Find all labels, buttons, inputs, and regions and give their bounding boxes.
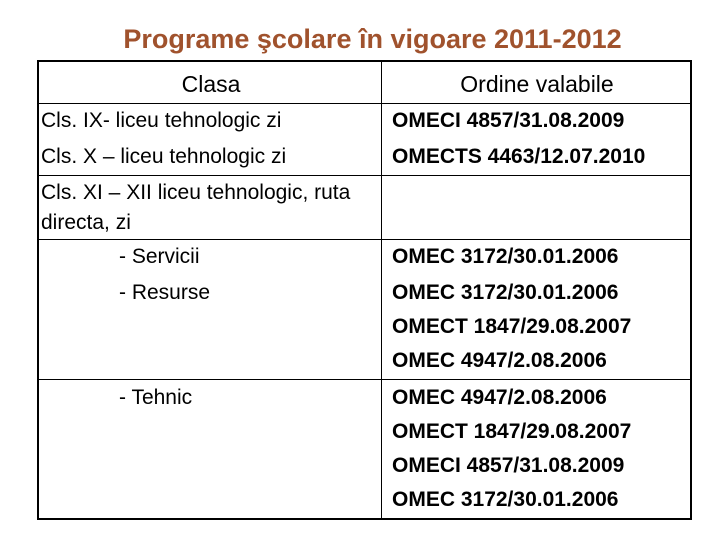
table-row (38, 379, 691, 519)
table-header-row (38, 61, 691, 103)
ordine-item: OMEC 4947/2.08.2006 (392, 385, 607, 409)
row-ordine-list (382, 379, 692, 519)
table-row (38, 103, 691, 139)
row-ordine-empty (382, 175, 692, 239)
row-clasa: Cls. X – liceu tehnologic zi (38, 139, 382, 175)
ordine-item: OMEC 4947/2.08.2006 (392, 348, 607, 372)
table-row (38, 175, 691, 239)
row-clasa: - Resurse (38, 275, 382, 379)
row-ordine: OMEC 3172/30.01.2006 (382, 239, 692, 275)
ordine-item: OMEC 3172/30.01.2006 (392, 280, 619, 304)
ordine-item: OMECT 1847/29.08.2007 (392, 419, 632, 443)
table-row (38, 139, 691, 175)
ordine-item: OMECI 4857/31.08.2009 (392, 453, 625, 477)
row-clasa: - Tehnic (38, 379, 382, 519)
row-ordine: OMECTS 4463/12.07.2010 (392, 144, 646, 168)
row-clasa: Cls. IX- liceu tehnologic zi (38, 103, 382, 139)
programs-table (37, 60, 692, 520)
row-clasa: Cls. XI – XII liceu tehnologic, ruta directa, zi (38, 175, 382, 239)
table-row (38, 239, 691, 275)
table-row (38, 275, 691, 379)
ordine-item: OMEC 3172/30.01.2006 (392, 487, 619, 511)
header-clasa: Clasa (38, 61, 382, 103)
page-title: Programe şcolare în vigoare 2011-2012 (123, 24, 622, 54)
row-ordine: OMECI 4857/31.08.2009 (382, 103, 692, 139)
row-ordine-list (382, 275, 692, 379)
row-clasa: - Servicii (38, 239, 382, 275)
header-ordine: Ordine valabile (460, 70, 614, 97)
ordine-item: OMECT 1847/29.08.2007 (392, 314, 632, 338)
